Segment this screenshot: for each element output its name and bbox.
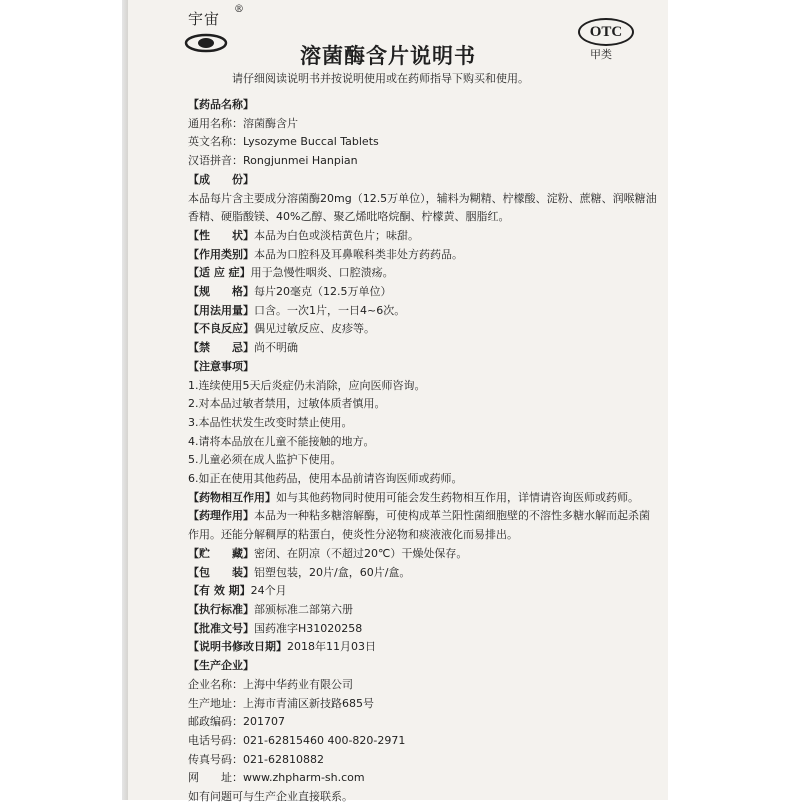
- pharmacology-block: [188, 507, 658, 544]
- manufacturer-website: 网 址：www.zhpharm-sh.com: [188, 771, 365, 785]
- precaution-item: 3.本品性状发生改变时禁止使用。: [188, 415, 353, 429]
- brand-name: 宇宙: [188, 10, 221, 28]
- manufacturer-phone: 电话号码：021-62815460 400-820-2971: [188, 733, 406, 747]
- brand-logo-icon: [184, 32, 228, 54]
- category-heading: 【作用类别】: [188, 247, 254, 261]
- otc-class-label: 甲类: [590, 48, 612, 61]
- contraindication-text: 尚不明确: [254, 341, 298, 355]
- storage-row: [188, 545, 658, 564]
- character-heading: 【性 状】: [188, 228, 254, 242]
- adverse-row: [188, 320, 658, 339]
- interaction-block: [188, 489, 658, 508]
- indication-heading: 【适 应 症】: [188, 266, 251, 280]
- indication-row: [188, 264, 658, 283]
- standard-heading: 【执行标准】: [188, 602, 254, 616]
- adverse-text: 偶见过敏反应、皮疹等。: [254, 322, 375, 336]
- drug-name-heading: 【药品名称】: [188, 98, 254, 111]
- character-row: [188, 227, 658, 246]
- registered-mark: ®: [234, 4, 244, 15]
- category-row: [188, 246, 658, 265]
- precaution-item: 5.儿童必须在成人监护下使用。: [188, 453, 342, 467]
- dosage-heading: 【用法用量】: [188, 303, 254, 317]
- generic-name: 通用名称：溶菌酶含片: [188, 116, 298, 130]
- interaction-text: 如与其他药物同时使用可能会发生药物相互作用，详情请咨询医师或药师。: [276, 490, 639, 504]
- usage-notice: 请仔细阅读说明书并按说明使用或在药师指导下购买和使用。: [232, 72, 529, 85]
- pinyin-name: 汉语拼音：Rongjunmei Hanpian: [188, 154, 358, 168]
- dosage-text: 口含。一次1片，一日4~6次。: [254, 303, 406, 317]
- english-name: 英文名称：Lysozyme Buccal Tablets: [188, 135, 379, 149]
- revision-row: [188, 638, 658, 657]
- precaution-item: 1.连续使用5天后炎症仍未消除，应向医师咨询。: [188, 378, 426, 392]
- package-row: [188, 564, 658, 583]
- precaution-item: 4.请将本品放在儿童不能接触的地方。: [188, 434, 375, 448]
- precaution-item: 2.对本品过敏者禁用，过敏体质者慎用。: [188, 397, 386, 411]
- category-text: 本品为口腔科及耳鼻喉科类非处方药药品。: [254, 247, 463, 261]
- revision-heading: 【说明书修改日期】: [188, 640, 287, 654]
- standard-text: 部颁标准二部第六册: [254, 602, 353, 616]
- manufacturer-address: 生产地址：上海市青浦区新技路685号: [188, 696, 374, 710]
- standard-row: [188, 601, 658, 620]
- pharmacology-heading: 【药理作用】: [188, 509, 254, 523]
- document-title: 溶菌酶含片说明书: [300, 44, 476, 68]
- package-text: 铝塑包装，20片/盒，60片/盒。: [254, 565, 411, 579]
- contraindication-row: [188, 339, 658, 358]
- adverse-heading: 【不良反应】: [188, 322, 254, 336]
- manufacturer-fax: 传真号码：021-62810882: [188, 752, 324, 766]
- approval-text: 国药准字H31020258: [254, 621, 363, 635]
- otc-badge: OTC: [578, 18, 634, 46]
- manufacturer-heading: 【生产企业】: [188, 659, 254, 673]
- precautions-heading: 【注意事项】: [188, 359, 254, 373]
- revision-text: 2018年11月03日: [287, 640, 376, 654]
- brand-logo: [172, 4, 250, 64]
- spec-heading: 【规 格】: [188, 285, 254, 299]
- manufacturer-postcode: 邮政编码：201707: [188, 715, 285, 729]
- ingredients-text: 本品每片含主要成分溶菌酶20mg（12.5万单位），辅料为糊精、柠檬酸、淀粉、蔗糖、润喉糖油香精、硬脂酸镁、40%乙醇、聚乙烯吡咯烷酮、柠檬黄、胭脂红。: [188, 191, 657, 224]
- approval-row: [188, 620, 658, 639]
- indication-text: 用于急慢性咽炎、口腔溃疡。: [250, 266, 394, 280]
- dosage-row: [188, 302, 658, 321]
- approval-heading: 【批准文号】: [188, 621, 254, 635]
- spec-row: [188, 283, 658, 302]
- storage-text: 密闭、在阴凉（不超过20℃）干燥处保存。: [254, 546, 468, 560]
- validity-row: [188, 582, 658, 601]
- pharmacology-text: 本品为一种粘多糖溶解酶，可使构成革兰阳性菌细胞壁的不溶性多糖水解而起杀菌作用。还能分解稠厚的粘蛋白，使炎性分泌物和痰液液化而易排出。: [188, 509, 650, 542]
- ingredients-heading: 【成 份】: [188, 172, 254, 186]
- manufacturer-contact: 如有问题可与生产企业直接联系。: [188, 790, 353, 804]
- storage-heading: 【贮 藏】: [188, 546, 254, 560]
- character-text: 本品为白色或淡桔黄色片；味甜。: [254, 228, 419, 242]
- validity-heading: 【有 效 期】: [188, 584, 251, 598]
- contraindication-heading: 【禁 忌】: [188, 341, 254, 355]
- leaflet-body: [188, 96, 658, 807]
- spec-text: 每片20毫克（12.5万单位）: [254, 285, 392, 299]
- validity-text: 24个月: [250, 584, 287, 598]
- precaution-item: 6.如正在使用其他药品，使用本品前请咨询医师或药师。: [188, 472, 463, 486]
- manufacturer-name: 企业名称：上海中华药业有限公司: [188, 677, 353, 691]
- interaction-heading: 【药物相互作用】: [188, 490, 276, 504]
- package-heading: 【包 装】: [188, 565, 254, 579]
